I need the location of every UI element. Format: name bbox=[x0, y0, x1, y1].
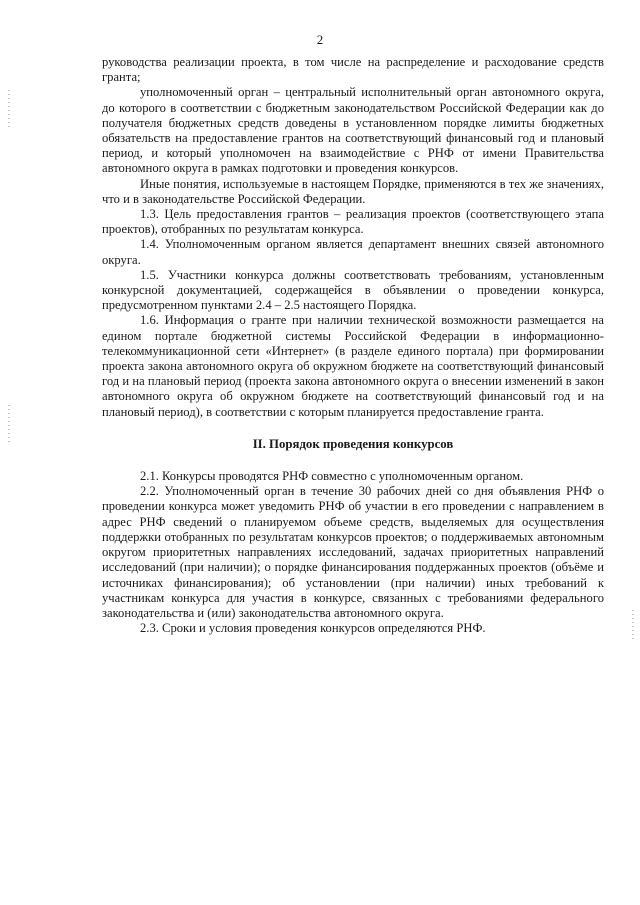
scan-artifact-left bbox=[8, 90, 10, 130]
paragraph: 2.3. Сроки и условия проведения конкурсов определяются РНФ. bbox=[140, 621, 486, 636]
scan-artifact-right bbox=[632, 610, 634, 640]
scan-artifact-left bbox=[8, 405, 10, 445]
section-heading: II. Порядок проведения конкурсов bbox=[252, 436, 454, 451]
paragraph: уполномоченный орган – центральный исполнительный орган автономного округа, до которого в соответствии с бюджетным законодательством Российской Федерации как до получателя бюджетных средств доведены в установленном порядке лимиты бюджетных обязательств на предоставление грантов на соответствующий финансовый год и плановый период, и который уполномочен на взаимодействие с РНФ от имени Правительства автономного округа в рамках подготовки и проведения конкурсов. bbox=[102, 85, 604, 176]
paragraph: Иные понятия, используемые в настоящем Порядке, применяются в тех же значениях, что и в законодательстве Российской Федерации. bbox=[102, 176, 604, 206]
paragraph: 1.6. Информация о гранте при наличии технической возможности размещается на едином портале бюджетной системы Российской Федерации в информационно-телекоммуникационной сети «Интернет» (в разделе единого портала) при формировании проекта закона автономного округа об окружном бюджете на соответствующий финансовый год и на плановый период (проекта закона автономного округа о внесении изменений в закон автономного округа об окружном бюджете на соответствующий финансовый год и на плановый период), в соответствии с которым планируется предоставление гранта. bbox=[102, 313, 604, 419]
paragraph: 1.3. Цель предоставления грантов – реализация проектов (соответствующего этапа проектов), отобранных по результатам конкурса. bbox=[102, 207, 604, 237]
paragraph: 1.4. Уполномоченным органом является департамент внешних связей автономного округа. bbox=[102, 237, 604, 267]
page-number: 2 bbox=[316, 32, 324, 47]
paragraph: 2.2. Уполномоченный орган в течение 30 рабочих дней со дня объявления РНФ о проведении конкурса может уведомить РНФ об участии в его проведении с направлением в адрес РНФ сведений о планируемом объеме средств, выделяемых для осуществления поддержки отобранных по результатам конкурсов проектов; о поддерживаемых автономным округом приоритетных направлениях исследований, задачах приоритетных направлений исследований (при наличии); о порядке финансирования поддержанных проектов (объёме и источниках финансирования); об установлении (при наличии) иных требований к участникам конкурса для участия в конкурсе, связанных с требованиями федерального законодательства и (или) законодательства автономного округа. bbox=[102, 484, 604, 620]
paragraph: 1.5. Участники конкурса должны соответствовать требованиям, установленным конкурсной документацией, содержащейся в объявлении о проведении конкурса, предусмотренном пунктами 2.4 – 2.5 настоящего Порядка. bbox=[102, 267, 604, 313]
paragraph: руководства реализации проекта, в том числе на распределение и расходование средств гранта; bbox=[102, 55, 604, 85]
document-body bbox=[102, 55, 604, 636]
paragraph: 2.1. Конкурсы проводятся РНФ совместно с уполномоченным органом. bbox=[140, 469, 524, 484]
